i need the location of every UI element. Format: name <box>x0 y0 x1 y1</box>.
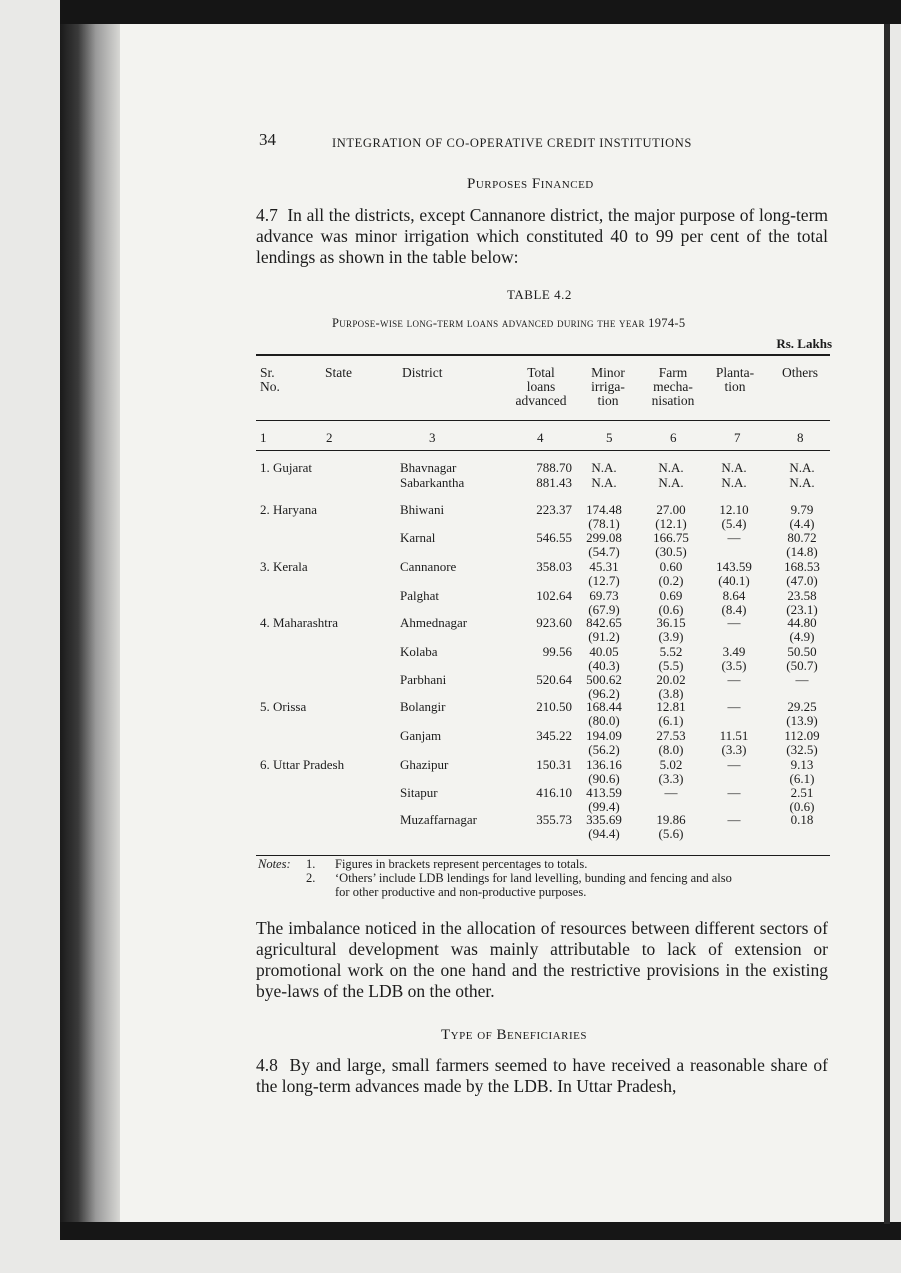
cell-total: 788.70 <box>536 460 572 475</box>
cell-minor: 842.65 <box>586 615 622 630</box>
table-colnum-rule <box>256 450 830 451</box>
cell-total: 881.43 <box>536 475 572 490</box>
cell-farm-percent: (8.0) <box>658 742 684 757</box>
cell-plant: — <box>727 785 741 800</box>
scan-shadow-left <box>60 0 120 1240</box>
cell-farm: 0.60 <box>659 559 683 574</box>
cell-total: 923.60 <box>536 615 572 630</box>
cell-minor-percent: (99.4) <box>588 799 620 814</box>
cell-minor: 413.59 <box>586 785 622 800</box>
district-name: Parbhani <box>400 672 447 687</box>
cell-plant: 12.10 <box>719 502 749 517</box>
col-number: 2 <box>326 430 333 445</box>
cell-minor-percent: (67.9) <box>588 602 620 617</box>
district-name: Ganjam <box>400 728 442 743</box>
scan-shadow-right <box>884 24 890 1224</box>
header-farm-mechanisation: Farm mecha- nisation <box>651 365 695 408</box>
cell-total: 150.31 <box>536 757 572 772</box>
state-label: 4. Maharashtra <box>260 615 338 630</box>
cell-total: 546.55 <box>536 530 572 545</box>
cell-others: 168.53 <box>784 559 820 574</box>
cell-total: 520.64 <box>536 672 572 687</box>
cell-minor: N.A. <box>591 475 617 490</box>
cell-minor: 335.69 <box>586 812 622 827</box>
district-name: Cannanore <box>400 559 457 574</box>
cell-others-percent: (47.0) <box>786 573 818 588</box>
col-number: 1 <box>260 430 267 445</box>
cell-minor-percent: (91.2) <box>588 629 620 644</box>
cell-total: 355.73 <box>536 812 572 827</box>
cell-farm-percent: (0.2) <box>658 573 684 588</box>
table-top-rule <box>256 354 830 356</box>
cell-farm-percent: (0.6) <box>658 602 684 617</box>
cell-others-percent: (32.5) <box>786 742 818 757</box>
note-1: Figures in brackets represent percentages to totals. <box>335 857 588 871</box>
district-name: Ahmednagar <box>400 615 468 630</box>
cell-farm: 20.02 <box>656 672 686 687</box>
cell-minor: 299.08 <box>586 530 622 545</box>
section-heading-purposes: Purposes Financed <box>467 176 594 192</box>
notes-label: Notes: <box>258 857 291 871</box>
note-2-line-1: ‘Others’ include LDB lendings for land levelling, bunding and fencing and also <box>335 871 732 885</box>
col-number: 4 <box>537 430 544 445</box>
col-number: 3 <box>429 430 436 445</box>
paragraph-number: 4.7 <box>256 205 278 225</box>
cell-total: 102.64 <box>536 588 572 603</box>
cell-plant-percent: (8.4) <box>721 602 747 617</box>
cell-minor-percent: (80.0) <box>588 713 620 728</box>
cell-minor: 40.05 <box>589 644 619 659</box>
cell-plant: N.A. <box>721 460 747 475</box>
cell-others: 80.72 <box>787 530 817 545</box>
cell-others-percent: (0.6) <box>789 799 815 814</box>
cell-others: 50.50 <box>787 644 817 659</box>
cell-others: 112.09 <box>784 728 820 743</box>
cell-farm: 19.86 <box>656 812 686 827</box>
cell-plant-percent: (5.4) <box>721 516 747 531</box>
district-name: Bolangir <box>400 699 446 714</box>
cell-others-percent: (14.8) <box>786 544 818 559</box>
cell-plant: — <box>727 812 741 827</box>
cell-minor: 69.73 <box>589 588 619 603</box>
cell-farm: N.A. <box>658 460 684 475</box>
cell-plant: — <box>727 615 741 630</box>
cell-others: — <box>795 672 809 687</box>
cell-plant: 3.49 <box>722 644 746 659</box>
header-district: District <box>402 365 443 380</box>
district-name: Muzaffarnagar <box>400 812 477 827</box>
cell-farm-percent: (3.3) <box>658 771 684 786</box>
cell-farm: 5.02 <box>659 757 683 772</box>
cell-minor: 168.44 <box>586 699 622 714</box>
cell-plant: N.A. <box>721 475 747 490</box>
cell-farm-percent: (3.8) <box>658 686 684 701</box>
table-units: Rs. Lakhs <box>776 336 832 351</box>
cell-farm: 27.00 <box>656 502 686 517</box>
state-label: 3. Kerala <box>260 559 308 574</box>
state-label: 6. Uttar Pradesh <box>260 757 345 772</box>
state-label: 5. Orissa <box>260 699 307 714</box>
cell-minor-percent: (90.6) <box>588 771 620 786</box>
cell-farm-percent: (5.6) <box>658 826 684 841</box>
cell-others: 44.80 <box>787 615 817 630</box>
cell-others: N.A. <box>789 460 815 475</box>
cell-farm: 27.53 <box>656 728 686 743</box>
cell-plant: — <box>727 699 741 714</box>
cell-minor-percent: (56.2) <box>588 742 620 757</box>
cell-plant: 143.59 <box>716 559 752 574</box>
paragraph-4-8 <box>256 1055 828 1097</box>
table-caption: Purpose-wise long-term loans advanced during the year 1974-5 <box>332 316 686 330</box>
section-heading-beneficiaries: Type of Beneficiaries <box>441 1027 587 1043</box>
scan-shadow-bottom <box>60 1222 901 1240</box>
header-others: Others <box>782 365 818 380</box>
cell-minor: 45.31 <box>589 559 619 574</box>
cell-minor-percent: (54.7) <box>588 544 620 559</box>
cell-minor-percent: (78.1) <box>588 516 620 531</box>
table-header-rule <box>256 420 830 421</box>
cell-minor: N.A. <box>591 460 617 475</box>
header-plantation: Planta- tion <box>715 365 755 394</box>
cell-farm: — <box>664 785 678 800</box>
cell-farm: 0.69 <box>659 588 683 603</box>
state-label: 2. Haryana <box>260 502 318 517</box>
cell-others-percent: (50.7) <box>786 658 818 673</box>
cell-minor: 194.09 <box>586 728 622 743</box>
state-label: 1. Gujarat <box>260 460 312 475</box>
cell-minor-percent: (96.2) <box>588 686 620 701</box>
note-number: 1. <box>306 857 316 871</box>
cell-total: 223.37 <box>536 502 572 517</box>
cell-farm-percent: (3.9) <box>658 629 684 644</box>
district-name: Ghazipur <box>400 757 449 772</box>
cell-others-percent: (23.1) <box>786 602 818 617</box>
cell-farm-percent: (30.5) <box>655 544 687 559</box>
paragraph-text: In all the districts, except Cannanore district, the major purpose of long-term advance was minor irrigation which constituted 40 to 99 per cent of the total lendings as shown in the table below: <box>256 205 829 267</box>
cell-others-percent: (4.9) <box>789 629 815 644</box>
paragraph-imbalance: The imbalance noticed in the allocation of resources between different sectors of agricultural development was mainly attributable to lack of extension or promotional work on the one hand and the restrictive provisions in the existing bye-laws of the LDB on the other. <box>256 918 828 1001</box>
cell-others: 9.13 <box>790 757 814 772</box>
paragraph-4-7 <box>256 205 828 268</box>
cell-minor: 136.16 <box>586 757 622 772</box>
district-name: Kolaba <box>400 644 438 659</box>
cell-minor-percent: (12.7) <box>588 573 620 588</box>
col-number: 7 <box>734 430 741 445</box>
running-head: INTEGRATION OF CO-OPERATIVE CREDIT INSTITUTIONS <box>332 136 692 150</box>
cell-plant-percent: (3.3) <box>721 742 747 757</box>
cell-farm: N.A. <box>658 475 684 490</box>
district-name: Sitapur <box>400 785 438 800</box>
cell-others-percent: (4.4) <box>789 516 815 531</box>
cell-total: 416.10 <box>536 785 572 800</box>
cell-farm: 12.81 <box>656 699 686 714</box>
cell-farm-percent: (12.1) <box>655 516 687 531</box>
col-number: 6 <box>670 430 677 445</box>
cell-total: 210.50 <box>536 699 572 714</box>
header-total-loans: Total loans advanced <box>515 365 567 408</box>
cell-plant: 11.51 <box>719 728 749 743</box>
cell-others: 29.25 <box>787 699 817 714</box>
cell-plant-percent: (40.1) <box>718 573 750 588</box>
paragraph-number: 4.8 <box>256 1055 278 1075</box>
cell-farm: 5.52 <box>659 644 683 659</box>
paragraph-text: By and large, small farmers seemed to have received a reasonable share of the long-term advances made by the LDB. In Uttar Pradesh, <box>256 1055 828 1096</box>
col-number: 5 <box>606 430 613 445</box>
district-name: Sabarkantha <box>400 475 465 490</box>
cell-minor: 500.62 <box>586 672 622 687</box>
cell-total: 99.56 <box>542 644 572 659</box>
cell-plant: — <box>727 757 741 772</box>
cell-others: 0.18 <box>790 812 814 827</box>
district-name: Palghat <box>400 588 439 603</box>
cell-plant: 8.64 <box>722 588 746 603</box>
header-minor-irrigation: Minor irriga- tion <box>591 365 625 408</box>
note-number: 2. <box>306 871 316 885</box>
header-state: State <box>325 365 352 380</box>
cell-total: 345.22 <box>536 728 572 743</box>
scan-shadow-top <box>60 0 901 24</box>
cell-plant: — <box>727 672 741 687</box>
cell-farm-percent: (6.1) <box>658 713 684 728</box>
cell-minor-percent: (94.4) <box>588 826 620 841</box>
page-number: 34 <box>259 130 276 149</box>
table-number: TABLE 4.2 <box>507 287 572 302</box>
district-name: Karnal <box>400 530 436 545</box>
cell-minor-percent: (40.3) <box>588 658 620 673</box>
header-sr-no: Sr. No. <box>260 365 280 394</box>
cell-farm-percent: (5.5) <box>658 658 684 673</box>
cell-minor: 174.48 <box>586 502 622 517</box>
table-bottom-rule <box>256 855 830 856</box>
col-number: 8 <box>797 430 804 445</box>
district-name: Bhiwani <box>400 502 445 517</box>
cell-others: N.A. <box>789 475 815 490</box>
cell-others: 9.79 <box>790 502 814 517</box>
note-2-line-2: for other productive and non-productive purposes. <box>335 885 587 899</box>
cell-farm: 166.75 <box>653 530 689 545</box>
cell-others-percent: (6.1) <box>789 771 815 786</box>
cell-others: 23.58 <box>787 588 817 603</box>
cell-plant-percent: (3.5) <box>721 658 747 673</box>
cell-others-percent: (13.9) <box>786 713 818 728</box>
district-name: Bhavnagar <box>400 460 457 475</box>
cell-others: 2.51 <box>790 785 814 800</box>
cell-total: 358.03 <box>536 559 572 574</box>
cell-plant: — <box>727 530 741 545</box>
cell-farm: 36.15 <box>656 615 686 630</box>
